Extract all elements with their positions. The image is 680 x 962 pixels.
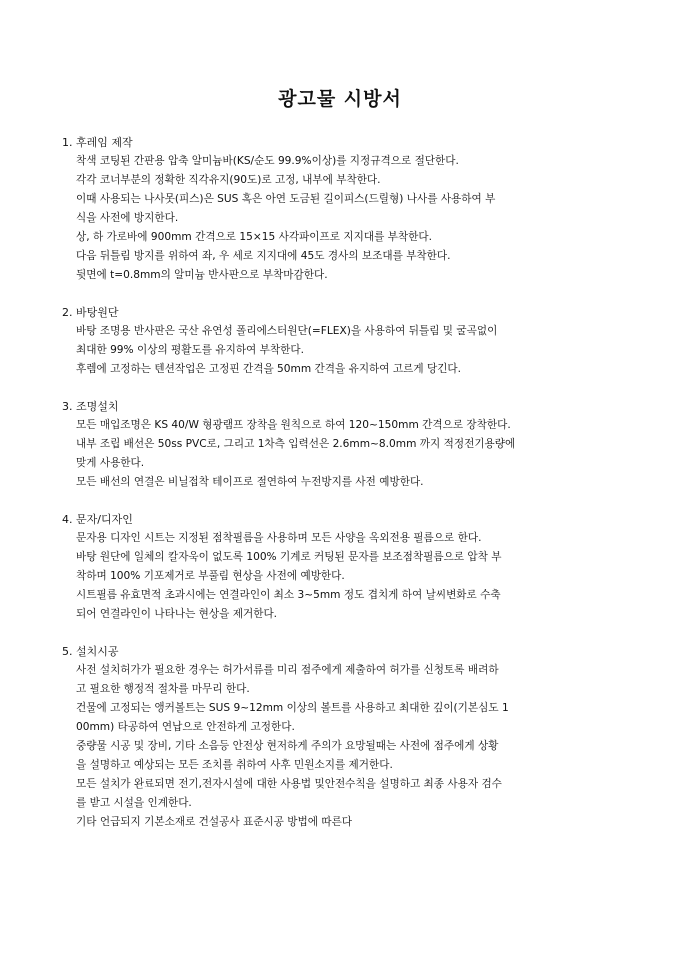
section bbox=[62, 642, 622, 832]
section-text-line: 맞게 사용한다. bbox=[76, 457, 145, 469]
section-text-line: 되어 연결라인이 나타나는 현상을 제거한다. bbox=[76, 608, 278, 620]
section-text-line: 를 받고 시설을 인계한다. bbox=[76, 797, 192, 809]
section-text-line: 각각 코너부분의 정확한 직각유지(90도)로 고정, 내부에 부착한다. bbox=[76, 174, 381, 186]
document-title: 광고물 시방서 bbox=[278, 88, 402, 110]
section-text-line: 00mm) 타공하여 연납으로 안전하게 고정한다. bbox=[76, 721, 295, 733]
section-text-line: 을 설명하고 예상되는 모든 조치를 취하여 사후 민원소지를 제거한다. bbox=[76, 759, 393, 771]
section-text-line: 사전 설치허가가 필요한 경우는 허가서류를 미리 점주에게 제출하여 허가를 신청토록 배려하 bbox=[76, 664, 499, 676]
section bbox=[62, 133, 622, 285]
section-text-line: 상, 하 가로바에 900mm 간격으로 15×15 사각파이프로 지지대를 부착한다. bbox=[76, 231, 432, 243]
section-text-line: 최대한 99% 이상의 평활도를 유지하여 부착한다. bbox=[76, 344, 304, 356]
section-heading: 5. 설치시공 bbox=[62, 645, 119, 658]
section-heading: 4. 문자/디자인 bbox=[62, 513, 133, 526]
section-text-line: 시트필름 유효면적 초과시에는 연결라인이 최소 3~5mm 정도 겹치게 하여 날씨변화로 수축 bbox=[76, 589, 501, 601]
section-text-line: 뒷면에 t=0.8mm의 알미늄 반사판으로 부착마감한다. bbox=[76, 269, 328, 281]
section-text-line: 식을 사전에 방지한다. bbox=[76, 212, 179, 224]
section-text-line: 후렘에 고정하는 텐션작업은 고정핀 간격을 50mm 간격을 유지하여 고르게 당긴다. bbox=[76, 363, 462, 375]
section-text-line: 건물에 고정되는 앵커볼트는 SUS 9~12mm 이상의 볼트를 사용하고 최대한 깊이(기본심도 1 bbox=[76, 702, 509, 714]
section-text-line: 다음 뒤틀림 방지를 위하여 좌, 우 세로 지지대에 45도 경사의 보조대를 부착한다. bbox=[76, 250, 451, 262]
section-text-line: 문자용 디자인 시트는 지정된 점착필름을 사용하며 모든 사양을 옥외전용 필름으로 한다. bbox=[76, 532, 482, 544]
section bbox=[62, 397, 622, 492]
section bbox=[62, 303, 622, 379]
section-heading: 2. 바탕원단 bbox=[62, 306, 119, 319]
section-text-line: 모든 배선의 연결은 비닐접착 테이프로 절연하여 누전방지를 사전 예방한다. bbox=[76, 476, 424, 488]
section-text-line: 이때 사용되는 나사못(피스)은 SUS 혹은 아연 도금된 길이피스(드릴형) 나사를 사용하여 부 bbox=[76, 193, 496, 205]
section-text-line: 모든 매입조명은 KS 40/W 형광램프 장착을 원칙으로 하여 120~150mm 간격으로 장착한다. bbox=[76, 419, 511, 431]
section-text-line: 내부 조립 배선은 50ss PVC로, 그리고 1차측 입력선은 2.6mm~8.0mm 까지 적정전기용량에 bbox=[76, 438, 516, 450]
sections-container bbox=[62, 133, 622, 850]
section-text-line: 착색 코팅된 간판용 압축 알미늄바(KS/순도 99.9%이상)를 지정규격으로 절단한다. bbox=[76, 155, 459, 167]
section-text-line: 모든 설치가 완료되면 전기,전자시설에 대한 사용법 및안전수칙을 설명하고 최종 사용자 검수 bbox=[76, 778, 502, 790]
section-text-line: 기타 언급되지 기본소재로 건설공사 표준시공 방법에 따른다 bbox=[76, 816, 353, 828]
section bbox=[62, 510, 622, 624]
section-text-line: 바탕 조명용 반사판은 국산 유연성 폴리에스터원단(=FLEX)을 사용하여 뒤틀림 및 굴곡없이 bbox=[76, 325, 498, 337]
section-text-line: 고 필요한 행정적 절차를 마무리 한다. bbox=[76, 683, 250, 695]
section-heading: 3. 조명설치 bbox=[62, 400, 119, 413]
section-text-line: 착하며 100% 기포제거로 부풀림 현상을 사전에 예방한다. bbox=[76, 570, 345, 582]
section-heading: 1. 후레임 제작 bbox=[62, 136, 133, 149]
section-text-line: 중량물 시공 및 장비, 기타 소음등 안전상 현저하게 주의가 요망될때는 사전에 점주에게 상황 bbox=[76, 740, 499, 752]
section-text-line: 바탕 원단에 일체의 칼자욱이 없도록 100% 기계로 커팅된 문자를 보조점착필름으로 압착 부 bbox=[76, 551, 502, 563]
